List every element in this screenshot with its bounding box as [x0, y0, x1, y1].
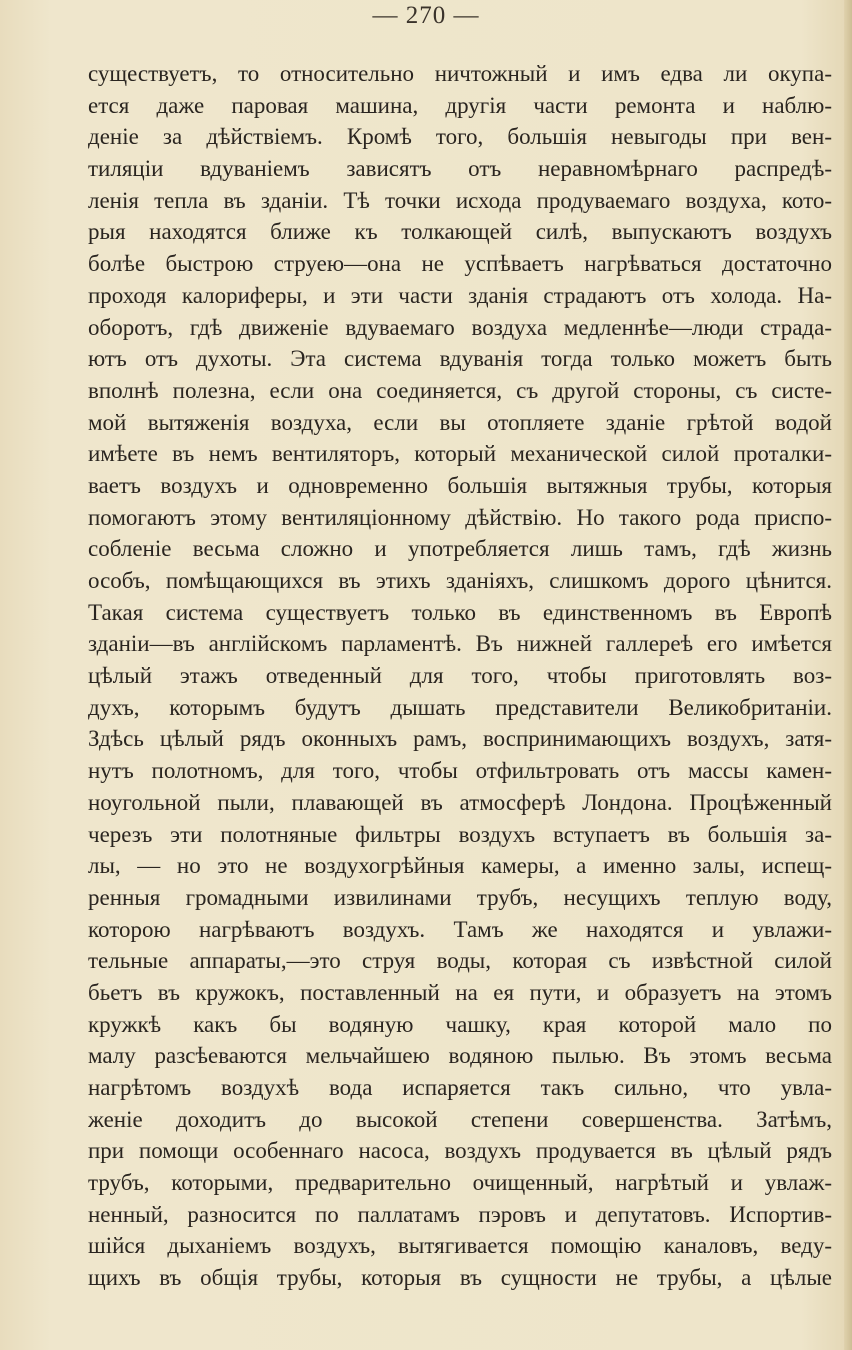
- text-line: которою нагрѣваютъ воздухъ. Тамъ же находятся и увлажи-: [88, 916, 832, 942]
- text-line: Такая система существуетъ только въ единственномъ въ Европѣ: [88, 599, 832, 625]
- text-line: бьетъ въ кружокъ, поставленный на ея пути, и образуетъ на этомъ: [88, 979, 832, 1005]
- text-line: ется даже паровая машина, другія части ремонта и наблю-: [88, 92, 832, 118]
- page-number: — 270 —: [372, 2, 480, 29]
- text-line: собленіе весьма сложно и употребляется лишь тамъ, гдѣ жизнь: [88, 536, 832, 562]
- text-line: женіе доходитъ до высокой степени совершенства. Затѣмъ,: [88, 1106, 832, 1132]
- text-line: тиляціи вдуваніемъ зависятъ отъ неравномѣрнаго распредѣ-: [88, 156, 832, 182]
- text-line: кружкѣ какъ бы водяную чашку, края которой мало по: [88, 1011, 832, 1037]
- text-line: существуетъ, то относительно ничтожный и имъ едва ли окупа-: [88, 61, 832, 86]
- text-line: помогаютъ этому вентиляціонному дѣйствію. Но такого рода приспо-: [88, 504, 832, 530]
- text-line: тельные аппараты,—это струя воды, которая съ извѣстной силой: [88, 948, 832, 974]
- body-text: [88, 58, 832, 1294]
- text-line: при помощи особеннаго насоса, воздухъ продувается въ цѣлый рядъ: [88, 1138, 832, 1164]
- text-line: нагрѣтомъ воздухѣ вода испаряется такъ сильно, что увла-: [88, 1075, 832, 1100]
- text-line: щихъ въ общія трубы, которыя въ сущности не трубы, а цѣлые: [88, 1265, 832, 1291]
- text-line: ваетъ воздухъ и одновременно большія вытяжныя трубы, которыя: [88, 472, 832, 498]
- text-line: вполнѣ полезна, если она соединяется, съ другой стороны, съ систе-: [88, 377, 832, 403]
- text-line: оборотъ, гдѣ движеніе вдуваемаго воздуха медленнѣе—люди страда-: [88, 314, 832, 340]
- text-line: проходя калориферы, и эти части зданія страдаютъ отъ холода. На-: [88, 282, 832, 308]
- text-line: ютъ отъ духоты. Эта система вдуванія тогда только можетъ быть: [88, 346, 832, 372]
- text-line: духъ, которымъ будутъ дышать представители Великобританіи.: [88, 694, 832, 720]
- text-line: имѣете въ немъ вентиляторъ, который механической силой проталки-: [88, 441, 832, 467]
- text-line: зданіи—въ англійскомъ парламентѣ. Въ нижней галлереѣ его имѣется: [88, 631, 832, 657]
- text-line: малу разсѣеваются мельчайшею водяною пылью. Въ этомъ весьма: [88, 1043, 832, 1069]
- text-line: нутъ полотномъ, для того, чтобы отфильтровать отъ массы камен-: [88, 758, 832, 784]
- text-line: болѣе быстрою струею—она не успѣваетъ нагрѣваться достаточно: [88, 251, 832, 277]
- text-line: рыя находятся ближе къ толкающей силѣ, выпускаютъ воздухъ: [88, 219, 832, 245]
- text-line: ренныя громадными извилинами трубъ, несущихъ теплую воду,: [88, 884, 832, 910]
- text-line: лы, — но это не воздухогрѣйныя камеры, а именно залы, испещ-: [88, 853, 832, 879]
- text-line: мой вытяженія воздуха, если вы отопляете зданіе грѣтой водой: [88, 409, 832, 435]
- text-line: ноугольной пыли, плавающей въ атмосферѣ Лондона. Процѣженный: [88, 789, 832, 815]
- text-line: Здѣсь цѣлый рядъ оконныхъ рамъ, воспринимающихъ воздухъ, затя-: [88, 726, 832, 752]
- text-line: деніе за дѣйствіемъ. Кромѣ того, большія невыгоды при вен-: [88, 124, 832, 150]
- text-line: ненный, разносится по паллатамъ пэровъ и депутатовъ. Испортив-: [88, 1201, 832, 1227]
- text-line: особъ, помѣщающихся въ этихъ зданіяхъ, слишкомъ дорого цѣнится.: [88, 568, 832, 593]
- text-line: ленія тепла въ зданіи. Тѣ точки исхода продуваемаго воздуха, кото-: [88, 187, 832, 213]
- text-line: цѣлый этажъ отведенный для того, чтобы приготовлять воз-: [88, 663, 832, 689]
- text-line: шійся дыханіемъ воздухъ, вытягивается помощію каналовъ, веду-: [88, 1233, 832, 1259]
- page-edge: [844, 0, 852, 1350]
- text-line: черезъ эти полотняные фильтры воздухъ вступаетъ въ большія за-: [88, 821, 832, 847]
- text-line: трубъ, которыми, предварительно очищенный, нагрѣтый и увлаж-: [88, 1170, 832, 1196]
